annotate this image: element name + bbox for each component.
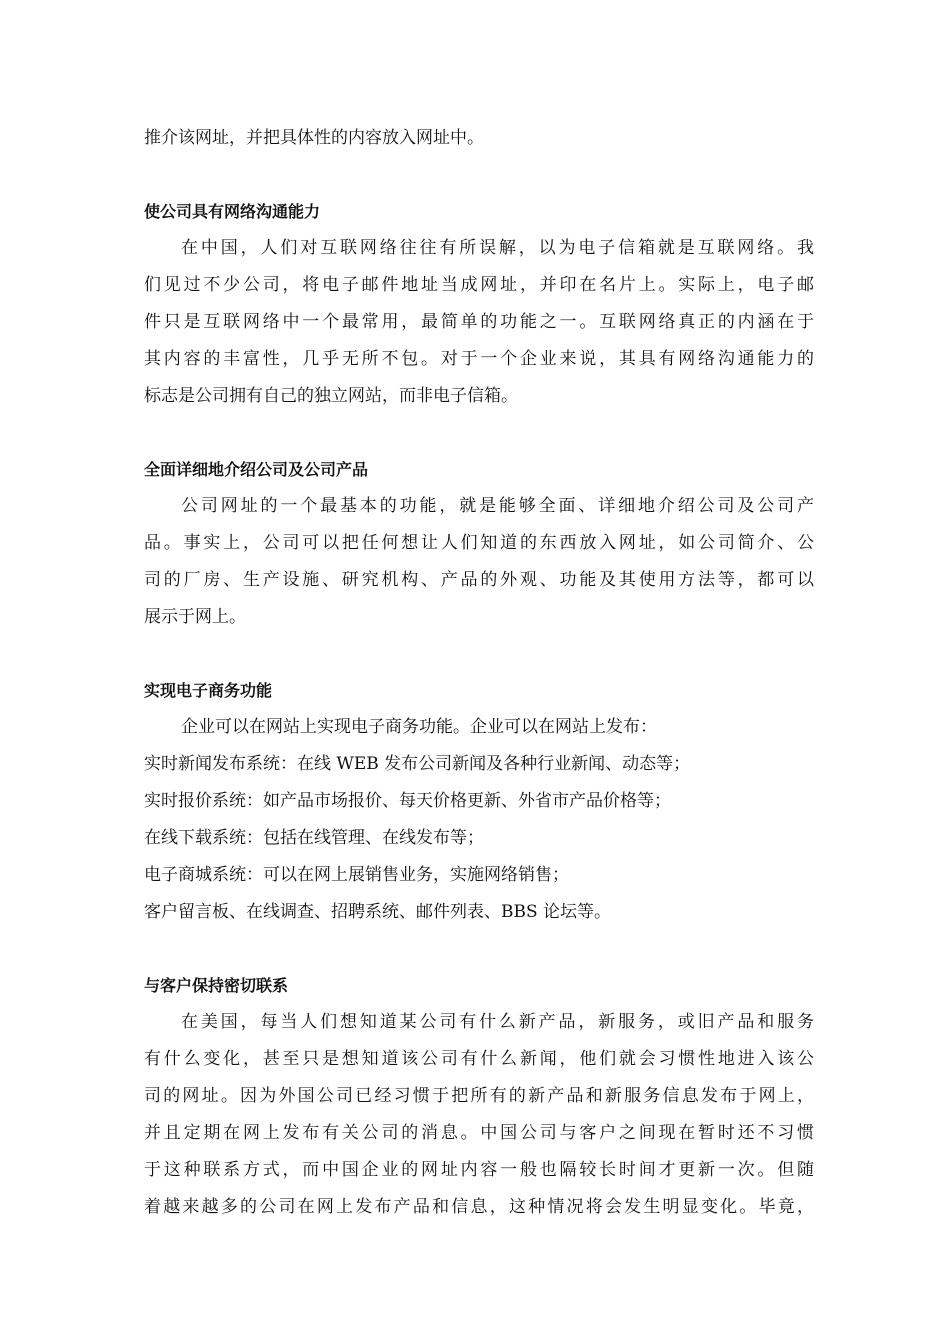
body-line: 在中国，人们对互联网络往往有所误解，以为电子信箱就是互联网络。我 bbox=[181, 238, 814, 258]
section-heading-customer-contact: 与客户保持密切联系 bbox=[144, 976, 289, 995]
intro-line: 推介该网址，并把具体性的内容放入网址中。 bbox=[144, 128, 484, 148]
body-line: 司的厂房、生产设施、研究机构、产品的外观、功能及其使用方法等，都可以 bbox=[144, 570, 814, 590]
body-line: 标志是公司拥有自己的独立网站，而非电子信箱。 bbox=[144, 386, 518, 406]
section-heading-ecommerce: 实现电子商务功能 bbox=[144, 681, 273, 700]
paragraph-gap bbox=[144, 636, 814, 672]
body-line: 们见过不少公司，将电子邮件地址当成网址，并印在名片上。实际上，电子邮 bbox=[144, 275, 814, 295]
body-line: 件只是互联网络中一个最常用，最简单的功能之一。互联网络真正的内涵在于 bbox=[144, 312, 814, 332]
section-heading-company-intro: 全面详细地介绍公司及公司产品 bbox=[144, 460, 369, 479]
body-line: 有什么变化，甚至只是想知道该公司有什么新闻，他们就会习惯性地进入该公 bbox=[144, 1049, 814, 1069]
body-line: 着越来越多的公司在网上发布产品和信息，这种情况将会发生明显变化。毕竟， bbox=[144, 1197, 814, 1217]
list-line: 电子商城系统：可以在网上展销售业务，实施网络销售； bbox=[144, 865, 569, 885]
paragraph-gap bbox=[144, 931, 814, 967]
paragraph-gap bbox=[144, 157, 814, 193]
list-line: 客户留言板、在线调查、招聘系统、邮件列表、BBS 论坛等。 bbox=[144, 902, 612, 922]
section-heading-network-communication: 使公司具有网络沟通能力 bbox=[144, 202, 321, 221]
list-line: 实时新闻发布系统：在线 WEB 发布公司新闻及各种行业新闻、动态等； bbox=[144, 754, 691, 774]
body-line: 司的网址。因为外国公司已经习惯于把所有的新产品和新服务信息发布于网上， bbox=[144, 1086, 814, 1106]
document-body bbox=[144, 120, 814, 1226]
paragraph-gap bbox=[144, 415, 814, 451]
body-line: 于这种联系方式，而中国企业的网址内容一般也隔较长时间才更新一次。但随 bbox=[144, 1160, 814, 1180]
list-line: 实时报价系统：如产品市场报价、每天价格更新、外省市产品价格等； bbox=[144, 791, 671, 811]
list-line: 在线下载系统：包括在线管理、在线发布等； bbox=[144, 828, 484, 848]
body-line: 其内容的丰富性，几乎无所不包。对于一个企业来说，其具有网络沟通能力的 bbox=[144, 349, 814, 369]
body-line: 企业可以在网站上实现电子商务功能。企业可以在网站上发布： bbox=[181, 717, 657, 737]
body-line: 品。事实上，公司可以把任何想让人们知道的东西放入网址，如公司简介、公 bbox=[144, 533, 814, 553]
body-line: 并且定期在网上发布有关公司的消息。中国公司与客户之间现在暂时还不习惯 bbox=[144, 1123, 814, 1143]
body-line: 在美国，每当人们想知道某公司有什么新产品，新服务，或旧产品和服务 bbox=[181, 1012, 814, 1032]
body-line: 展示于网上。 bbox=[144, 607, 246, 627]
body-line: 公司网址的一个最基本的功能，就是能够全面、详细地介绍公司及公司产 bbox=[181, 496, 814, 516]
